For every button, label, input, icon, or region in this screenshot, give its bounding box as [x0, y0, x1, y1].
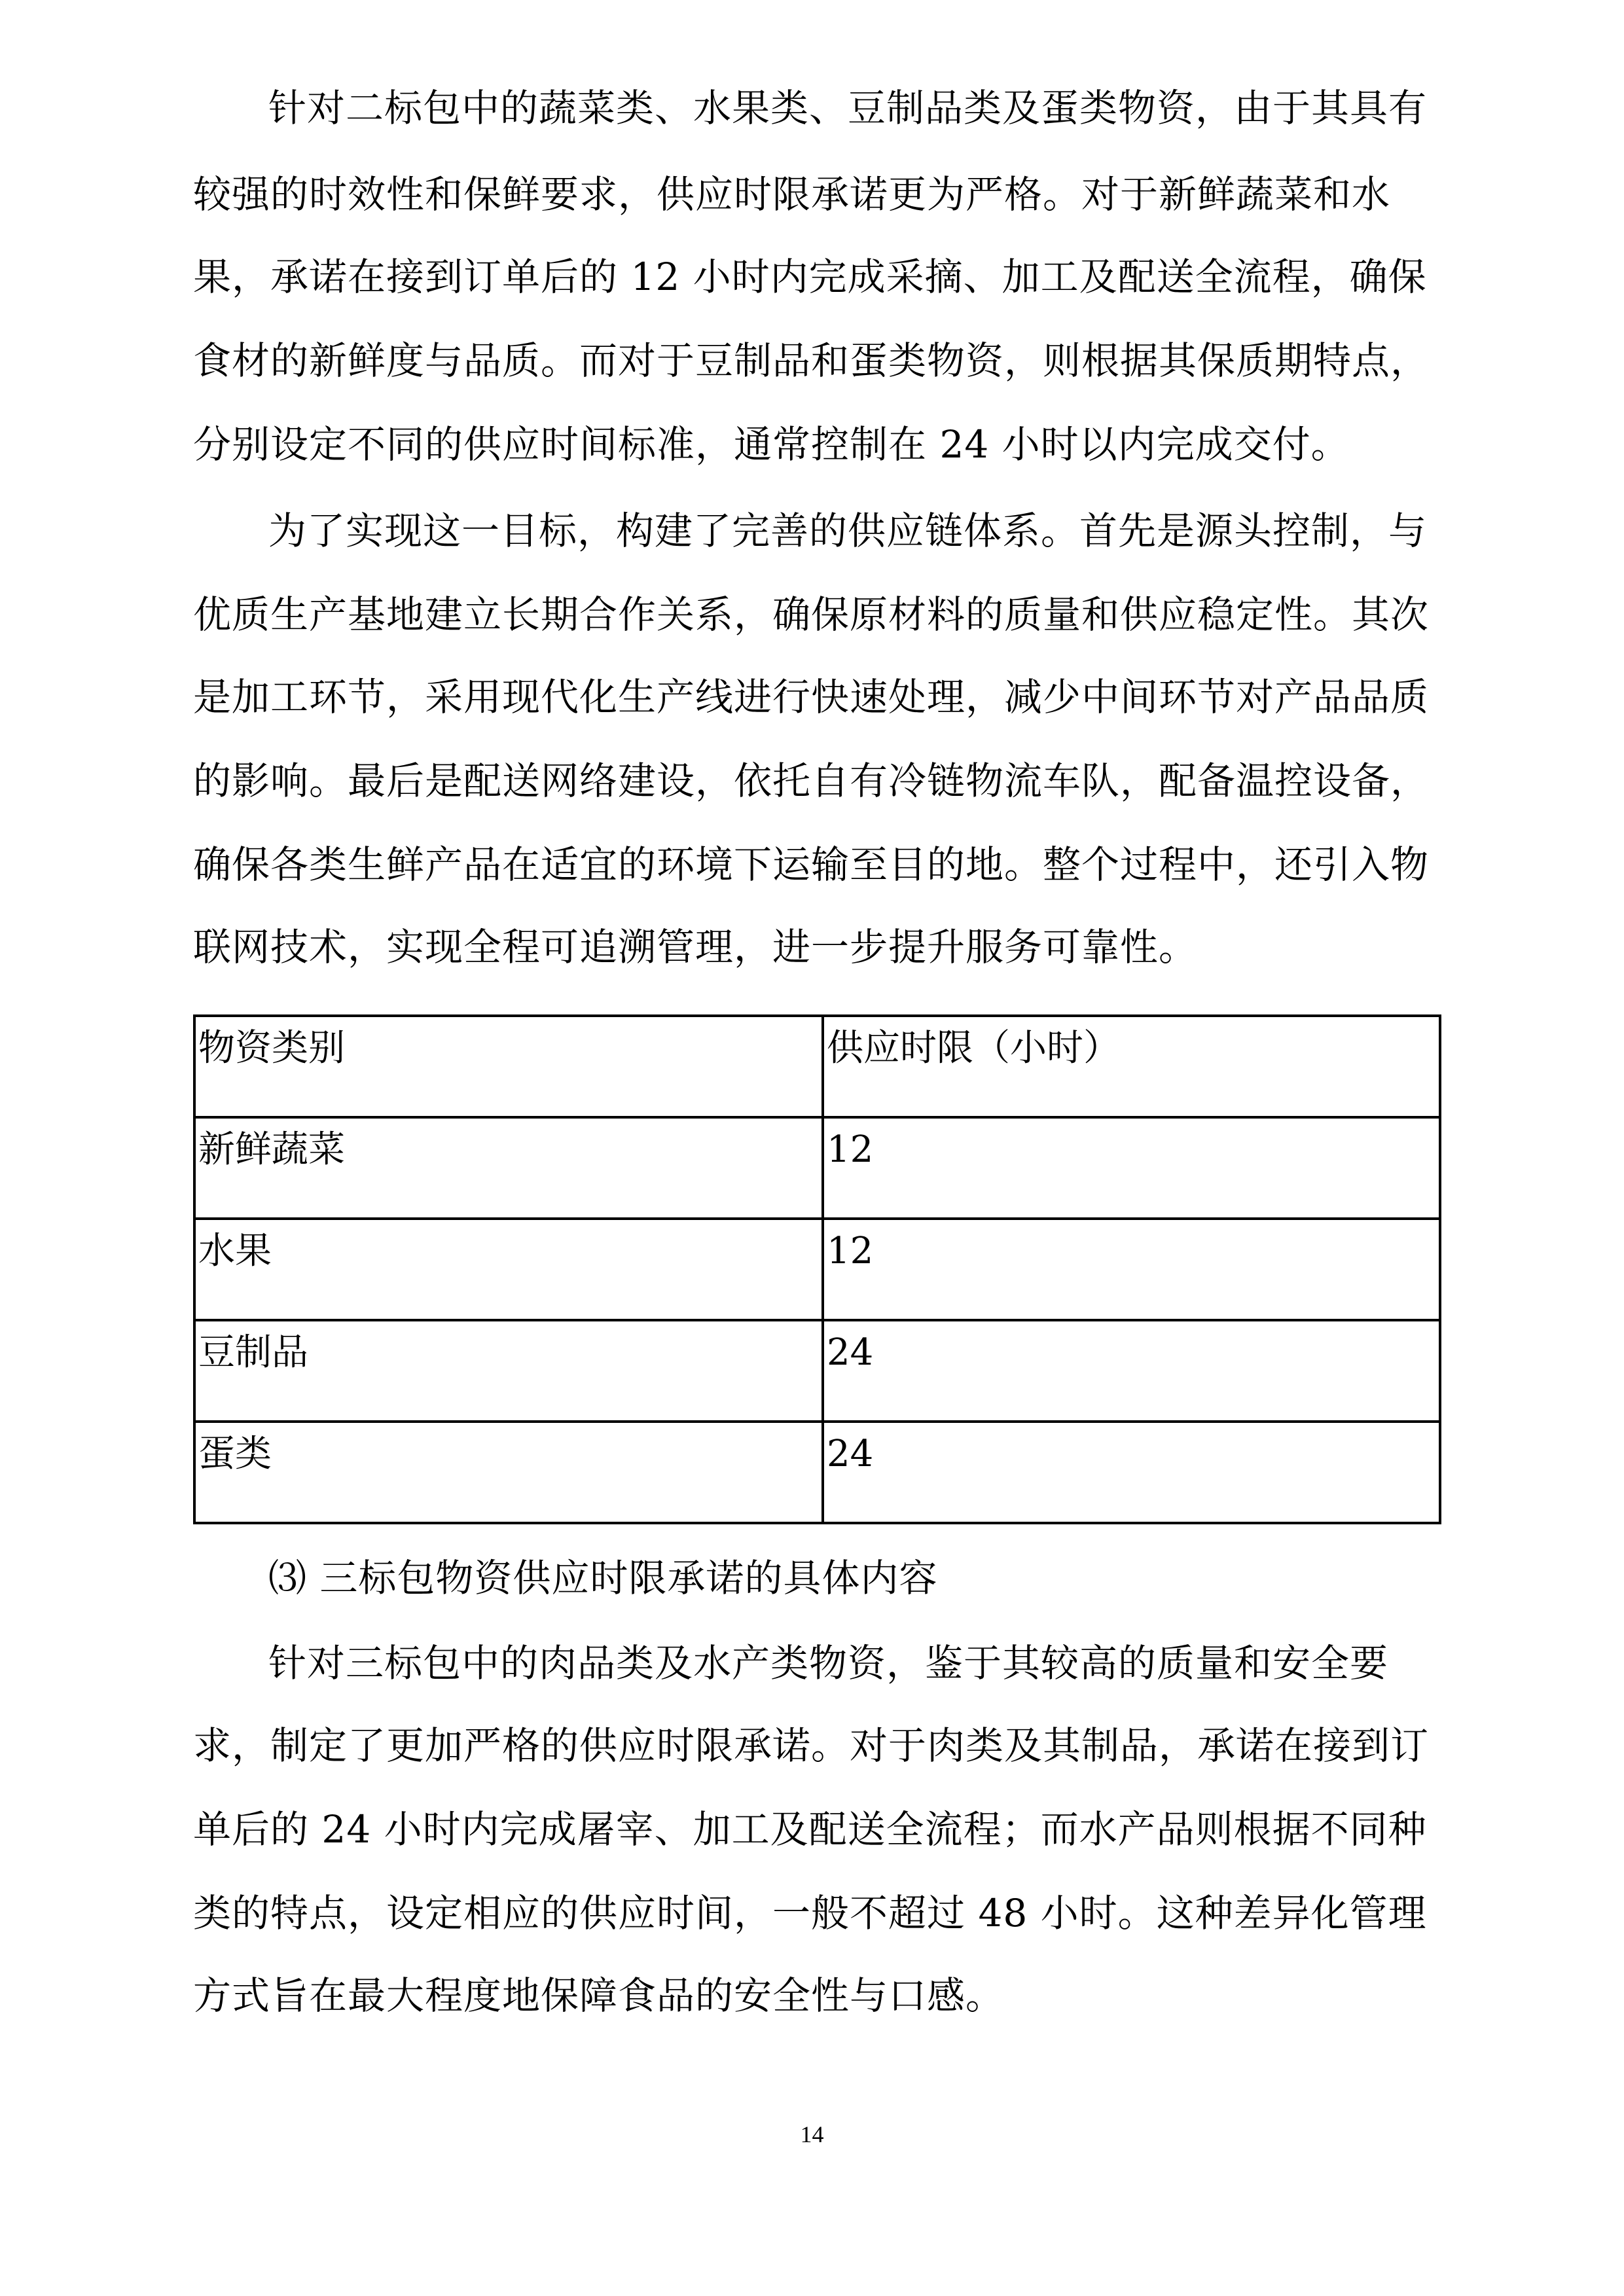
section3-heading: ⑶ 三标包物资供应时限承诺的具体内容 — [268, 1556, 938, 1600]
paragraph1-line: 食材的新鲜度与品质。而对于豆制品和蛋类物资，则根据其保质期特点， — [193, 338, 1430, 383]
paragraph1-line: 针对二标包中的蔬菜类、水果类、豆制品类及蛋类物资，由于其具有 — [268, 86, 1428, 130]
section3-line: 方式旨在最大程度地保障食品的安全性与口感。 — [193, 1973, 1005, 2018]
paragraph2-line: 优质生产基地建立长期合作关系，确保原材料的质量和供应稳定性。其次 — [193, 592, 1430, 637]
table-cell-hours: 24 — [823, 1422, 1440, 1523]
paragraph2-line: 是加工环节，采用现代化生产线进行快速处理，减少中间环节对产品品质 — [193, 675, 1430, 719]
paragraph2-line: 联网技术，实现全程可追溯管理，进一步提升服务可靠性。 — [193, 925, 1198, 969]
paragraph2-line: 确保各类生鲜产品在适宜的环境下运输至目的地。整个过程中，还引入物 — [193, 842, 1430, 887]
page-number: 14 — [800, 2121, 824, 2147]
table-header-row — [194, 1016, 1440, 1117]
table-row — [194, 1320, 1440, 1422]
table-cell-category: 豆制品 — [194, 1320, 823, 1422]
table-cell-category: 新鲜蔬菜 — [194, 1117, 823, 1219]
section3-line: 单后的 24 小时内完成屠宰、加工及配送全流程；而水产品则根据不同种 — [193, 1807, 1427, 1852]
section3-line: 类的特点，设定相应的供应时间，一般不超过 48 小时。这种差异化管理 — [193, 1891, 1427, 1935]
paragraph1-line: 分别设定不同的供应时间标准，通常控制在 24 小时以内完成交付。 — [193, 422, 1350, 467]
table-cell-category: 水果 — [194, 1219, 823, 1320]
table-cell-hours: 24 — [823, 1320, 1440, 1422]
paragraph2-line: 为了实现这一目标，构建了完善的供应链体系。首先是源头控制，与 — [268, 509, 1428, 553]
paragraph1-line: 较强的时效性和保鲜要求，供应时限承诺更为严格。对于新鲜蔬菜和水 — [193, 172, 1391, 217]
paragraph1-line: 果，承诺在接到订单后的 12 小时内完成采摘、加工及配送全流程，确保 — [193, 255, 1427, 299]
table-row — [194, 1117, 1440, 1219]
table-cell-hours: 12 — [823, 1219, 1440, 1320]
table-cell-category: 蛋类 — [194, 1422, 823, 1523]
section3-line: 针对三标包中的肉品类及水产类物资，鉴于其较高的质量和安全要 — [268, 1641, 1389, 1685]
table-row — [194, 1422, 1440, 1523]
supply-time-table — [193, 1014, 1441, 1524]
paragraph2-line: 的影响。最后是配送网络建设，依托自有冷链物流车队，配备温控设备， — [193, 759, 1430, 803]
table-row — [194, 1219, 1440, 1320]
table-header-cell: 物资类别 — [194, 1016, 823, 1117]
table-cell-hours: 12 — [823, 1117, 1440, 1219]
section3-line: 求，制定了更加严格的供应时限承诺。对于肉类及其制品，承诺在接到订 — [193, 1723, 1430, 1768]
table-header-cell: 供应时限（小时） — [823, 1016, 1440, 1117]
